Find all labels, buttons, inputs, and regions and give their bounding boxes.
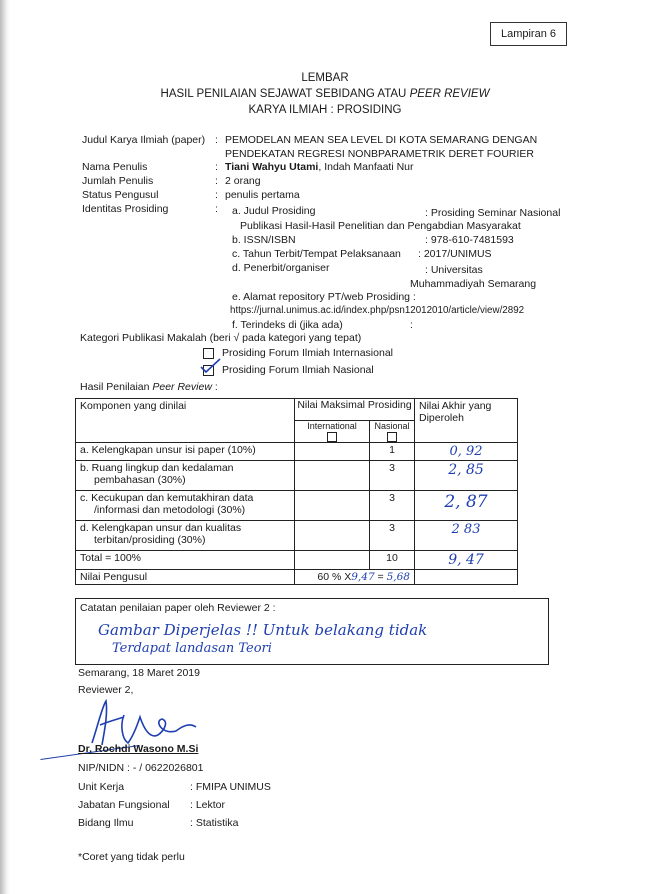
check-mark-icon (198, 358, 222, 374)
footnote: *Coret yang tidak perlu (78, 851, 185, 863)
tahun-label: c. Tahun Terbit/Tempat Pelaksanaan (232, 248, 401, 260)
bidang-value: : Statistika (190, 817, 239, 829)
judul-label: Judul Karya Ilmiah (paper) (82, 134, 206, 146)
row-max: 3 (370, 461, 415, 491)
row-max: 3 (370, 491, 415, 521)
row-label: d. Kelengkapan unsur dan kualitas terbitan/prosiding (30%) (76, 521, 295, 551)
jumlah-value: 2 orang (225, 175, 261, 187)
reviewer-label: Reviewer 2, (78, 684, 134, 696)
total-max: 10 (370, 551, 415, 570)
notes-handwritten-2: Terdapat landasan Teori (112, 641, 272, 656)
row-score: 2, 87 (415, 491, 518, 521)
table-row (76, 443, 518, 461)
header-nilai-maksimal: Nilai Maksimal Prosiding (295, 399, 415, 421)
bidang-label: Bidang Ilmu (78, 817, 134, 829)
tahun-value: : 2017/UNIMUS (418, 248, 492, 260)
header-nilai-akhir: Nilai Akhir yang Diperoleh (415, 399, 518, 443)
nama-value: Tiani Wahyu Utami, Indah Manfaati Nur (225, 161, 414, 173)
total-label: Total = 100% (76, 551, 295, 570)
attachment-label: Lampiran 6 (490, 22, 567, 46)
header-international: International (295, 421, 370, 443)
title-line-1: LEMBAR (301, 72, 349, 84)
notes-handwritten-1: Gambar Diperjelas !! Untuk belakang tidak (98, 621, 428, 639)
checkbox-international-col[interactable] (327, 432, 337, 442)
issn-label: b. ISSN/ISBN (232, 234, 296, 246)
row-label: b. Ruang lingkup dan kedalaman pembahasan (30%) (76, 461, 295, 491)
row-score: 2 83 (415, 521, 518, 551)
notes-label: Catatan penilaian paper oleh Reviewer 2 : (80, 602, 276, 614)
penerbit-label: d. Penerbit/organiser (232, 262, 330, 274)
reviewer-notes-box (75, 598, 549, 665)
hasil-label: Hasil Penilaian Peer Review : (80, 381, 218, 393)
table-row (76, 491, 518, 521)
total-score: 9, 47 (415, 551, 518, 570)
identitas-label: Identitas Prosiding (82, 203, 169, 215)
status-value: penulis pertama (225, 189, 300, 201)
status-label: Status Pengusul (82, 189, 159, 201)
row-score: 2, 85 (415, 461, 518, 491)
issn-value: : 978-610-7481593 (425, 234, 514, 246)
reviewer-nip: NIP/NIDN : - / 0622026801 (78, 762, 204, 774)
unit-label: Unit Kerja (78, 781, 125, 793)
terindeks-value: : (410, 319, 413, 331)
table-row-pengusul (76, 570, 518, 585)
nama-label: Nama Penulis (82, 161, 148, 173)
place-date: Semarang, 18 Maret 2019 (78, 667, 200, 679)
pengusul-label: Nilai Pengusul (76, 570, 295, 585)
row-label: c. Kecukupan dan kemutakhiran data /informasi dan metodologi (30%) (76, 491, 295, 521)
judul-prosiding-value-2: Publikasi Hasil-Hasil Penelitian dan Pengabdian Masyarakat (240, 220, 521, 232)
table-row-total (76, 551, 518, 570)
terindeks-label: f. Terindeks di (jika ada) (232, 319, 343, 331)
judul-value: PEMODELAN MEAN SEA LEVEL DI KOTA SEMARANG DENGAN (225, 134, 538, 146)
repository-url[interactable]: https://jurnal.unimus.ac.id/index.php/psn12012010/article/view/2892 (230, 305, 525, 316)
kategori-option-internasional: Prosiding Forum Ilmiah Internasional (222, 347, 393, 359)
pengusul-value: 60 % X9,47 = 5,68 (295, 570, 415, 585)
jumlah-label: Jumlah Penulis (82, 175, 154, 187)
row-score: 0, 92 (415, 443, 518, 461)
page-edge-shadow (0, 0, 10, 894)
table-row (76, 461, 518, 491)
kategori-label: Kategori Publikasi Makalah (beri √ pada kategori yang tepat) (80, 332, 362, 344)
penerbit-value-2: Muhammadiyah Semarang (410, 278, 537, 290)
title-line-2: HASIL PENILAIAN SEJAWAT SEBIDANG ATAU PEER REVIEW (160, 88, 490, 100)
penerbit-value: : Universitas (425, 264, 483, 276)
kategori-option-nasional: Prosiding Forum Ilmiah Nasional (222, 364, 374, 376)
reviewer-name: Dr. Rochdi Wasono M.Si (78, 743, 199, 755)
header-komponen: Komponen yang dinilai (76, 399, 295, 443)
judul-value-2: PENDEKATAN REGRESI NONBPARAMETRIK DERET FOURIER (225, 148, 535, 160)
unit-value: : FMIPA UNIMUS (190, 781, 271, 793)
judul-prosiding-label: a. Judul Prosiding (232, 205, 316, 217)
row-max: 1 (370, 443, 415, 461)
checkbox-nasional-col[interactable] (387, 432, 397, 442)
judul-prosiding-value: : Prosiding Seminar Nasional (425, 207, 561, 219)
title-line-3: KARYA ILMIAH : PROSIDING (248, 104, 402, 116)
jabatan-value: : Lektor (190, 799, 226, 811)
repository-label: e. Alamat repository PT/web Prosiding : (232, 291, 416, 303)
header-nasional: Nasional (370, 421, 415, 443)
table-row (76, 521, 518, 551)
row-label: a. Kelengkapan unsur isi paper (10%) (76, 443, 295, 461)
score-table (75, 398, 518, 585)
jabatan-label: Jabatan Fungsional (78, 799, 170, 811)
row-max: 3 (370, 521, 415, 551)
